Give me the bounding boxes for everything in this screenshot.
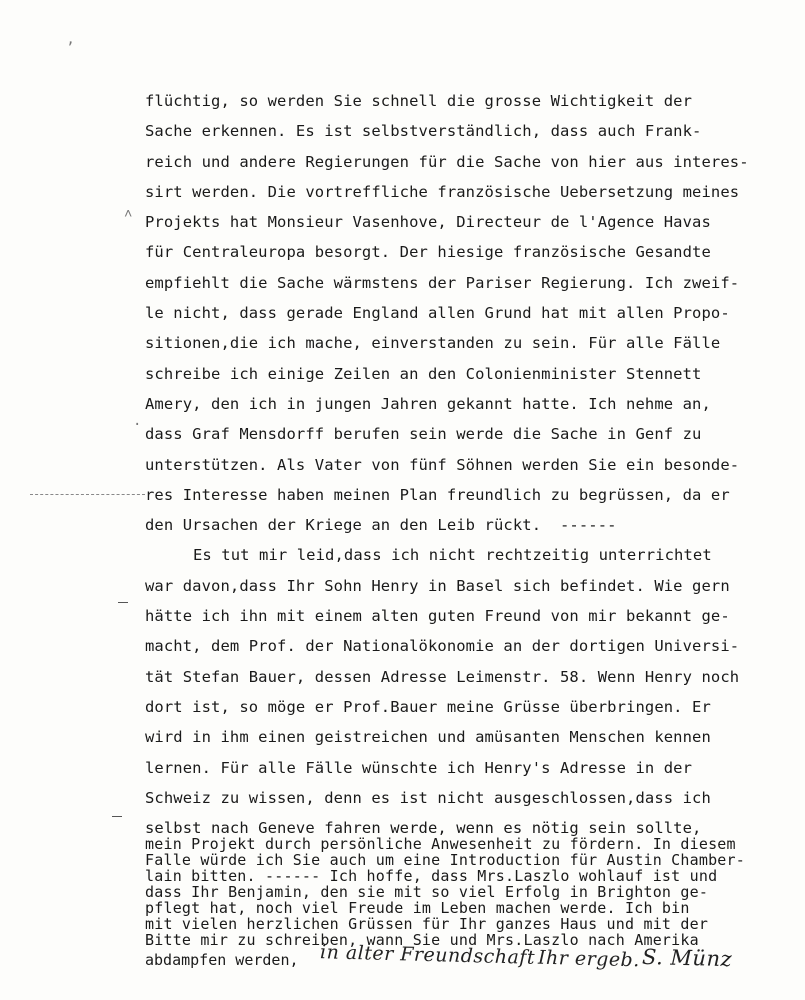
text-line: dort ist, so möge er Prof.Bauer meine Grüsse überbringen. Er <box>145 697 711 716</box>
text-line: pflegt hat, noch viel Freude im Leben machen werde. Ich bin <box>145 899 690 917</box>
text-line: Sache erkennen. Es ist selbstverständlich, dass auch Frank- <box>145 122 702 141</box>
margin-dash <box>118 602 128 603</box>
fold-line <box>30 494 145 495</box>
text-line: unterstützen. Als Vater von fünf Söhnen werden Sie ein besonde- <box>145 455 740 474</box>
margin-mark: · <box>133 417 142 433</box>
text-line: flüchtig, so werden Sie schnell die grosse Wichtigkeit der <box>145 92 693 110</box>
signature: S. Münz <box>641 944 733 972</box>
text-line: selbst nach Geneve fahren werde, wenn es nötig sein sollte, <box>145 819 702 838</box>
text-line: den Ursachen der Kriege an den Leib rückt. ------ <box>145 516 617 535</box>
text-line: mit vielen herzlichen Grüssen für Ihr ganzes Haus und mit der <box>145 915 709 933</box>
text-line: dass Graf Mensdorff berufen sein werde die Sache in Genf zu <box>145 425 702 444</box>
text-line: mein Projekt durch persönliche Anwesenheit zu fördern. In diesem <box>145 835 736 853</box>
text-line: war davon,dass Ihr Sohn Henry in Basel sich befindet. Wie gern <box>145 576 730 595</box>
text-line: empfiehlt die Sache wärmstens der Pariser Regierung. Ich zweif- <box>145 273 740 292</box>
closing-typed: abdampfen werden, <box>145 951 299 969</box>
text-line: Amery, den ich in jungen Jahren gekannt hatte. Ich nehme an, <box>145 394 711 413</box>
text-line: wird in ihm einen geistreichen und amüsanten Menschen kennen <box>145 728 711 747</box>
text-line: lain bitten. ------ Ich hoffe, dass Mrs.Laszlo wohlauf ist und <box>145 867 718 885</box>
text-line: macht, dem Prof. der Nationalökonomie an der dortigen Universi- <box>145 637 740 656</box>
text-line: tät Stefan Bauer, dessen Adresse Leimenstr. 58. Wenn Henry noch <box>145 667 740 686</box>
text-line: res Interesse haben meinen Plan freundlich zu begrüssen, da er <box>145 485 730 504</box>
closing-line <box>145 950 299 970</box>
text-line: Bitte mir zu schreiben, wann Sie und Mrs.Laszlo nach Amerika <box>145 931 699 949</box>
text-line: sitionen,die ich mache, einverstanden zu sein. Für alle Fälle <box>145 334 721 353</box>
margin-mark: ʼ <box>66 40 75 56</box>
handwritten-regards: Ihr ergeb. <box>537 946 641 972</box>
text-line: dass Ihr Benjamin, den sie mit so viel Erfolg in Brighton ge- <box>145 883 709 901</box>
margin-mark: ˄ <box>124 206 133 222</box>
margin-dash <box>112 816 122 817</box>
text-line: sirt werden. Die vortreffliche französische Uebersetzung meines <box>145 182 740 201</box>
text-line: reich und andere Regierungen für die Sache von hier aus interes- <box>145 152 749 171</box>
text-line: schreibe ich einige Zeilen an den Colonienminister Stennett <box>145 364 702 383</box>
text-line: Falle würde ich Sie auch um eine Introduction für Austin Chamber- <box>145 851 745 869</box>
letter-closing-block <box>145 836 775 948</box>
text-line: hätte ich ihn mit einem alten guten Freund von mir bekannt ge- <box>145 607 730 626</box>
handwritten-closing: in alter Freundschaft <box>319 941 536 969</box>
text-line: lernen. Für alle Fälle wünschte ich Henry's Adresse in der <box>145 758 693 777</box>
text-line: Schweiz zu wissen, denn es ist nicht ausgeschlossen,dass ich <box>145 788 711 807</box>
text-line: le nicht, dass gerade England allen Grund hat mit allen Propo- <box>145 304 730 323</box>
letter-body <box>145 86 749 843</box>
text-line: für Centraleuropa besorgt. Der hiesige französische Gesandte <box>145 243 711 262</box>
text-line: Projekts hat Monsieur Vasenhove, Directeur de l'Agence Havas <box>145 213 711 232</box>
paragraph-start: Es tut mir leid,dass ich nicht rechtzeitig unterrichtet <box>193 546 712 565</box>
